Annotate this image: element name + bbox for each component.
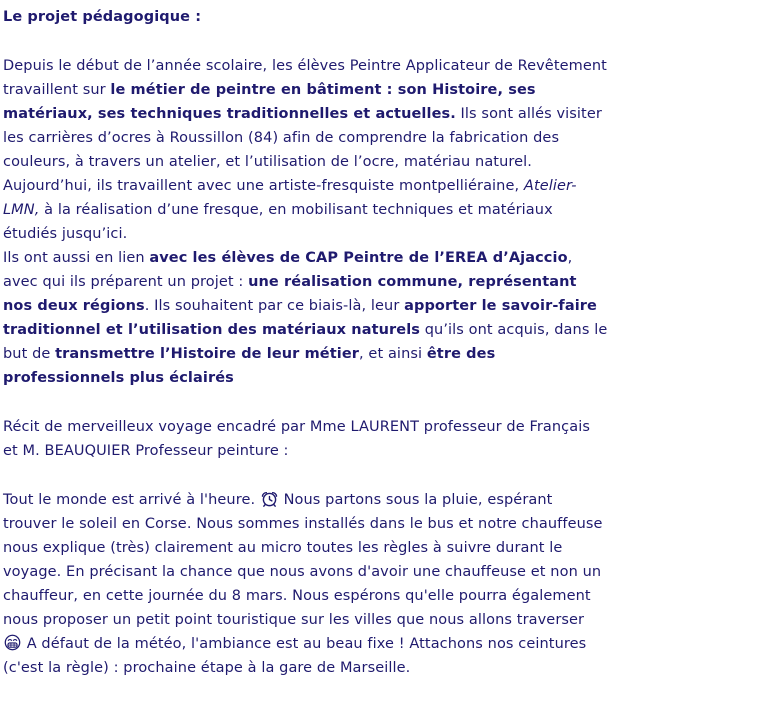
text-run: traditionnel et l’utilisation des matériaux naturels [3, 322, 421, 338]
text-run: matériaux, ses techniques traditionnelles et actuelles. [3, 106, 456, 122]
text-run: LMN, [3, 202, 40, 218]
text-line [3, 246, 763, 270]
text-line [3, 656, 763, 680]
heading-line [3, 5, 763, 29]
text-run: Tout le monde est arrivé à l'heure. [3, 492, 260, 508]
text-run: A défaut de la météo, l'ambiance est au beau fixe ! Attachons nos ceintures [22, 636, 587, 652]
blank-line [3, 390, 763, 415]
blank-line [3, 29, 763, 54]
text-line [3, 415, 763, 439]
text-run: Atelier- [523, 178, 577, 194]
text-run: , et ainsi [359, 346, 427, 362]
text-line [3, 150, 763, 174]
text-run: Ils ont aussi en lien [3, 250, 150, 266]
text-run: et M. BEAUQUIER Professeur peinture : [3, 443, 289, 459]
text-line [3, 126, 763, 150]
text-run: professionnels plus éclairés [3, 370, 234, 386]
grinning-face-icon [3, 633, 22, 652]
paragraph [3, 415, 763, 463]
text-run: (c'est la règle) : prochaine étape à la gare de Marseille. [3, 660, 411, 676]
text-run: travaillent sur [3, 82, 111, 98]
heading [3, 5, 763, 29]
text-line [3, 536, 763, 560]
text-run: être des [426, 346, 496, 362]
text-run: avec qui ils préparent un projet : [3, 274, 249, 290]
text-run: , [567, 250, 573, 266]
text-run: Nous partons sous la pluie, espérant [278, 492, 553, 508]
text-run: étudiés jusqu’ici. [3, 226, 128, 242]
text-line [3, 488, 763, 512]
alarm-clock-icon [260, 489, 279, 508]
text-line [3, 222, 763, 246]
text-run: Récit de merveilleux voyage encadré par Mme LAURENT professeur de Français [3, 419, 591, 435]
text-run: Depuis le début de l’année scolaire, les élèves Peintre Applicateur de Revêtement [3, 58, 607, 74]
text-run: . Ils souhaitent par ce biais-là, leur [144, 298, 405, 314]
text-line [3, 54, 763, 78]
text-line [3, 608, 763, 632]
text-line [3, 584, 763, 608]
text-run: couleurs, à travers un atelier, et l’utilisation de l’ocre, matériau naturel. [3, 154, 532, 170]
text-line [3, 78, 763, 102]
paragraph [3, 54, 763, 390]
text-line [3, 318, 763, 342]
text-line [3, 270, 763, 294]
text-run: but de [3, 346, 56, 362]
text-run: à la réalisation d’une fresque, en mobilisant techniques et matériaux [39, 202, 553, 218]
text-line [3, 439, 763, 463]
text-run: apporter le savoir-faire [404, 298, 597, 314]
text-line [3, 342, 763, 366]
text-run: voyage. En précisant la chance que nous avons d'avoir une chauffeuse et non un [3, 564, 602, 580]
text-line [3, 102, 763, 126]
text-line [3, 512, 763, 536]
text-run: trouver le soleil en Corse. Nous sommes installés dans le bus et notre chauffeuse [3, 516, 603, 532]
text-run: Ils sont allés visiter [455, 106, 602, 122]
text-run: une réalisation commune, représentant [248, 274, 577, 290]
text-run: le métier de peintre en bâtiment : son Histoire, ses [110, 82, 536, 98]
text-run: les carrières d’ocres à Roussillon (84) afin de comprendre la fabrication des [3, 130, 560, 146]
text-run: transmettre l’Histoire de leur métier [55, 346, 360, 362]
text-run: nous explique (très) clairement au micro toutes les règles à suivre durant le [3, 540, 563, 556]
text-run: qu’ils ont acquis, dans le [420, 322, 608, 338]
text-run: avec les élèves de CAP Peintre de l’EREA d’Ajaccio [149, 250, 568, 266]
blank-line [3, 463, 763, 488]
text-line [3, 174, 763, 198]
text-run: nous proposer un petit point touristique sur les villes que nous allons traverser [3, 612, 585, 628]
paragraph [3, 488, 763, 680]
text-line [3, 632, 763, 656]
text-run: nos deux régions [3, 298, 145, 314]
text-line [3, 366, 763, 390]
text-line [3, 294, 763, 318]
text-line [3, 198, 763, 222]
text-run: Aujourd’hui, ils travaillent avec une artiste-fresquiste montpelliéraine, [3, 178, 524, 194]
text-run: chauffeur, en cette journée du 8 mars. Nous espérons qu'elle pourra également [3, 588, 591, 604]
text-run: Le projet pédagogique : [3, 9, 202, 25]
text-line [3, 560, 763, 584]
